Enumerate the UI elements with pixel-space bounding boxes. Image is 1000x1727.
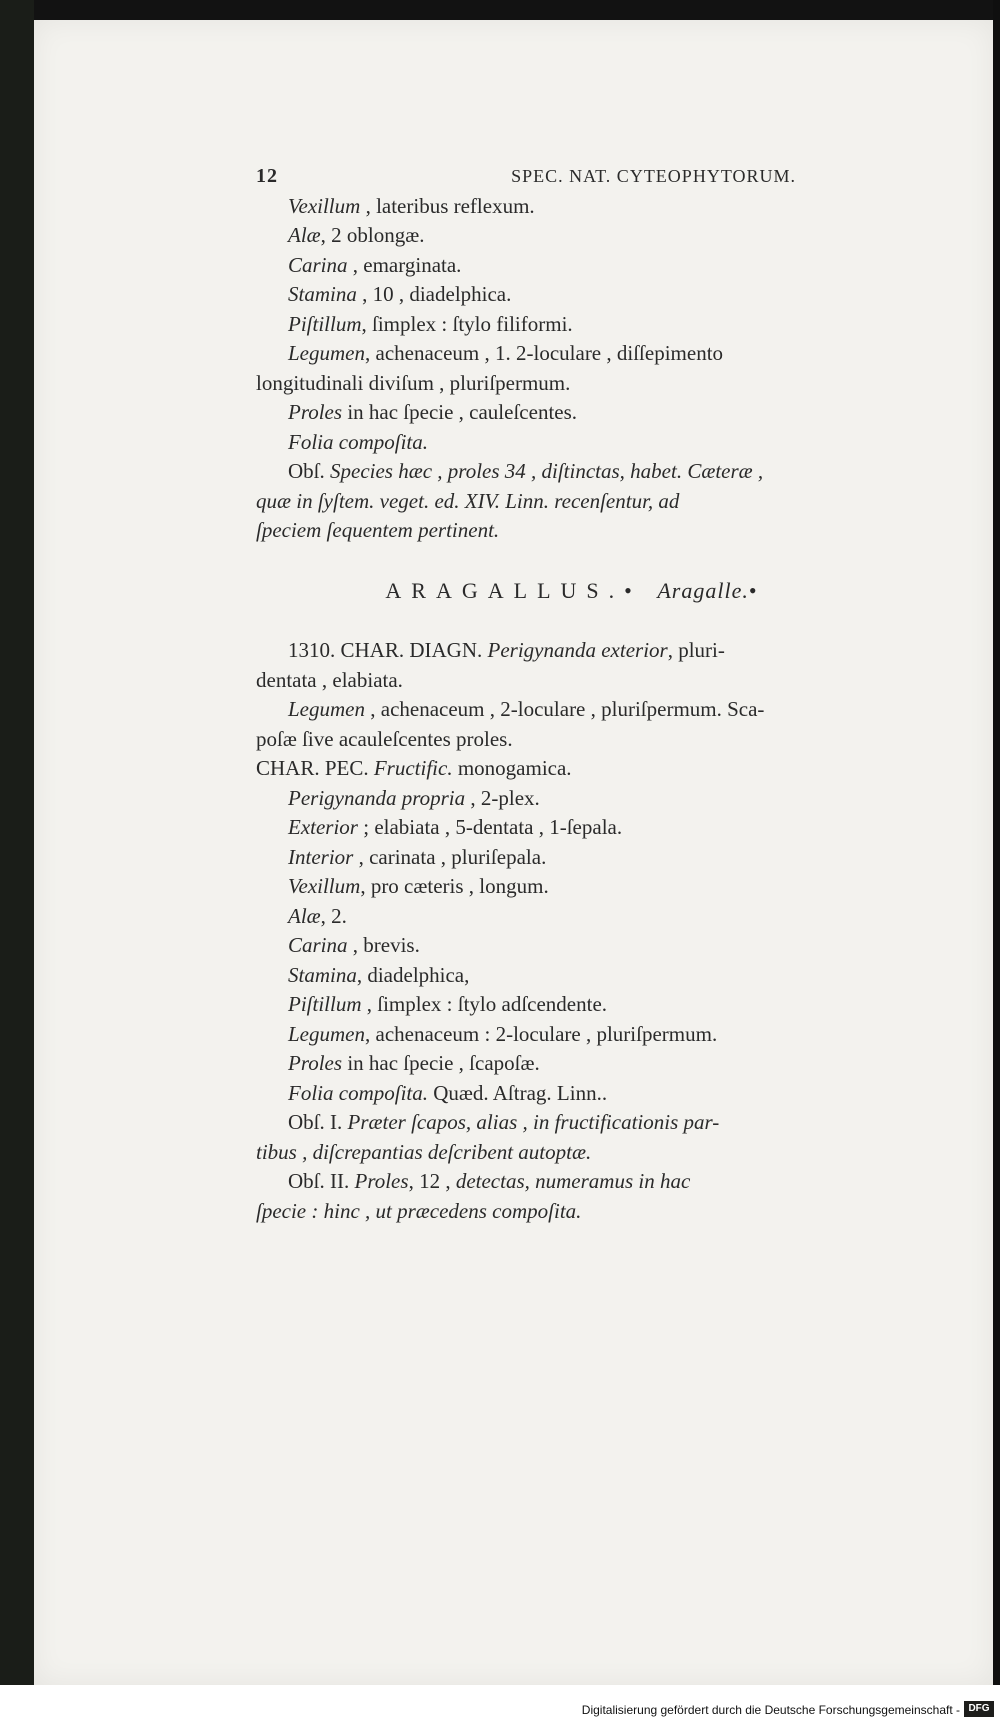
dfg-credit: Digitalisierung gefördert durch die Deutsche Forschungsgemeinschaft - [581,1703,960,1717]
observation-line: quæ in ſyſtem. veget. ed. XIV. Linn. recenſentur, ad [256,488,680,513]
text-line: Carina , brevis. [288,933,420,957]
diagnosis-line: dentata , elabiata. [256,667,403,692]
observation-line: Obſ. II. Proles, 12 , detectas, numeramus in hac [288,1169,691,1193]
observation-line: Obſ. Species hæc , proles 34 , diſtinctas, habet. Cæteræ , [288,459,764,483]
genus-heading: ARAGALLUS.• Aragalle.• [385,577,767,603]
char-pec-line: CHAR. PEC. Fructific. monogamica. [256,756,572,780]
text-line: Proles in hac ſpecie , ſcapoſæ. [288,1051,540,1075]
text-line: Alæ, 2. [288,903,347,928]
text-line: Legumen, achenaceum : 2-loculare , pluriſpermum. [288,1021,718,1046]
running-title: SPEC. NAT. CYTEOPHYTORUM. [511,166,796,186]
text-line: Exterior ; elabiata , 5-dentata , 1-ſepala. [288,815,623,839]
text-line: Piſtillum, ſimplex : ſtylo filiformi. [288,311,573,336]
page-number: 12 [256,165,278,187]
text-line: Legumen, achenaceum , 1. 2-loculare , diſſepimento [288,341,724,365]
text-line: Stamina, diadelphica, [288,962,470,987]
text-line: Folia compoſita. Quæd. Aſtrag. Linn.. [288,1080,608,1105]
diagnosis-line: Legumen , achenaceum , 2-loculare , pluriſpermum. Sca- [288,697,765,721]
dfg-logo: DFG [964,1701,994,1717]
text-line: Perigynanda propria , 2-plex. [288,785,540,810]
diagnosis-line: 1310. CHAR. DIAGN. Perigynanda exterior, pluri- [288,638,725,662]
diagnosis-line: poſæ ſive acauleſcentes proles. [256,726,513,751]
text-line: Proles in hac ſpecie , cauleſcentes. [288,400,578,424]
text-line: Carina , emarginata. [288,252,462,277]
running-header [256,162,896,192]
scan-frame-top [0,0,1000,20]
text-line: Vexillum, pro cæteris , longum. [288,874,549,898]
observation-line: ſpecie : hinc , ut præcedens compoſita. [256,1198,582,1223]
text-line: Stamina , 10 , diadelphica. [288,282,512,306]
text-line: Folia compoſita. [288,429,428,454]
text-line: Interior , carinata , pluriſepala. [288,844,547,869]
page-text [256,162,896,1226]
genus-vernacular: Aragalle. [657,577,749,603]
footer-band [0,1685,1000,1727]
text-line: Piſtillum , ſimplex : ſtylo adſcendente. [288,992,608,1016]
scan-frame-left [0,0,34,1727]
observation-line: ſpeciem ſequentem pertinent. [256,518,500,542]
text-line: longitudinali diviſum , pluriſpermum. [256,370,571,395]
genus-name: ARAGALLUS. [385,577,625,603]
text-line: Alæ, 2 oblongæ. [288,223,425,247]
text-line: Vexillum , lateribus reflexum. [288,193,535,218]
scan-frame-right [993,0,1000,1727]
observation-line: Obſ. I. Præter ſcapos, alias , in fructificationis par- [288,1110,720,1134]
observation-line: tibus , diſcrepantias deſcribent autoptæ. [256,1139,592,1164]
